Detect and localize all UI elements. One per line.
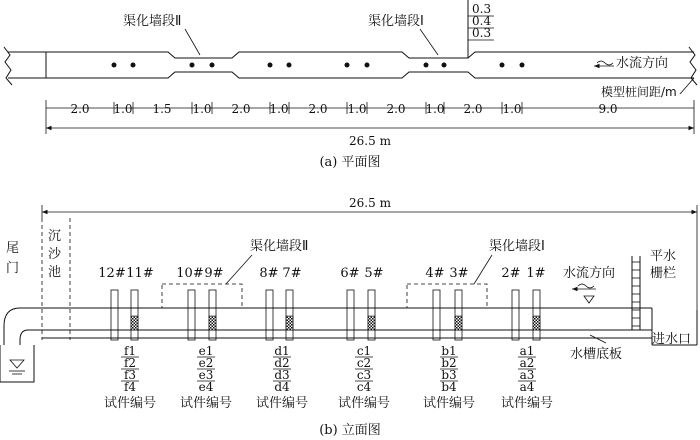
plan-spacing-value: 2.0 — [386, 102, 406, 116]
pile-12 — [111, 290, 118, 340]
specimen-id: b4 — [441, 380, 457, 394]
plan-spacing-value: 1.0 — [192, 102, 212, 116]
specimen-id: d2 — [274, 356, 290, 370]
inlet-label: 进水口 — [652, 332, 692, 347]
pile-2 — [512, 290, 519, 340]
plan-spacing-label: 模型桩间距/m — [601, 85, 677, 99]
plan-dim-ticks — [46, 100, 694, 134]
specimen-id: f2 — [123, 356, 137, 370]
specimen-id: e4 — [198, 380, 214, 394]
plan-pile-dots — [112, 63, 525, 68]
plan-spacing-value: 1.0 — [269, 102, 289, 116]
pile-number-label: 4# — [425, 266, 445, 281]
pile-number-label: 8# — [259, 266, 279, 281]
sand-basin-label-3: 池 — [48, 265, 62, 280]
pile-number-label: 9# — [204, 266, 224, 281]
pile-dot — [190, 63, 195, 68]
specimen-id: a2 — [519, 356, 535, 370]
segment-1-box — [407, 284, 487, 308]
elev-flow-label: 水流方向 — [563, 266, 616, 281]
plan-spacing-value: 1.0 — [502, 102, 522, 116]
pile-dot — [131, 63, 136, 68]
specimen-id: f1 — [123, 344, 137, 358]
specimen-group-e — [180, 344, 232, 411]
plan-flow-wave-icon — [597, 61, 613, 65]
specimen-id: c4 — [356, 380, 372, 394]
plan-spacing-value: 2.0 — [231, 102, 251, 116]
pile-number-label: 5# — [364, 266, 384, 281]
pile-3 — [455, 290, 462, 340]
outlet-pipe-inner — [20, 330, 42, 345]
tail-gate-label-1: 尾 — [6, 241, 20, 256]
pile-number-label: 1# — [526, 266, 546, 281]
specimen-label: 试件编号 — [500, 396, 554, 411]
elev-total-length: 26.5 m — [349, 196, 391, 210]
plan-segment-1-label: 渠化墙段Ⅰ — [368, 14, 424, 29]
specimen-id: d3 — [274, 368, 290, 382]
screen-label-1: 平水 — [650, 249, 677, 264]
stack-value-2: 0.4 — [472, 14, 492, 28]
sand-basin-label-1: 沉 — [48, 229, 62, 244]
pile-1 — [533, 290, 540, 340]
plan-spacing-leader — [680, 78, 694, 94]
specimen-label: 试件编号 — [255, 396, 309, 411]
pile-11 — [131, 290, 138, 340]
elev-segment-1-leader — [474, 255, 492, 284]
pile-dot — [365, 63, 370, 68]
plan-caption: (a) 平面图 — [319, 155, 381, 170]
plan-spacing-value: 1.0 — [347, 102, 367, 116]
specimen-id: f4 — [123, 380, 137, 394]
pile-5 — [368, 290, 375, 340]
pile-number-label: 11# — [126, 266, 154, 281]
bed-leader — [590, 335, 606, 343]
pile-dot — [500, 63, 505, 68]
specimen-id: b3 — [441, 368, 457, 382]
specimen-id: e3 — [198, 368, 214, 382]
specimen-label: 试件编号 — [422, 396, 476, 411]
plan-segment-1-leader — [420, 29, 438, 55]
bed-label: 水槽底板 — [570, 347, 623, 362]
flat-water-screen — [632, 256, 640, 330]
pile-number-label: 10# — [176, 266, 204, 281]
specimen-id: f3 — [123, 368, 137, 382]
elev-flow-wave-icon — [578, 284, 594, 288]
tail-tank — [0, 345, 34, 382]
specimen-id: c3 — [356, 368, 372, 382]
pile-number-label: 7# — [282, 266, 302, 281]
pile-8 — [266, 290, 273, 340]
specimen-id: b2 — [441, 356, 457, 370]
pile-dot — [268, 63, 273, 68]
stack-value-3: 0.3 — [472, 26, 492, 40]
specimen-label: 试件编号 — [337, 396, 391, 411]
plan-flow-label: 水流方向 — [616, 56, 669, 71]
specimen-group-f — [104, 344, 156, 411]
specimen-id: e2 — [198, 356, 214, 370]
plan-break-left — [4, 47, 12, 85]
specimen-group-b — [423, 344, 475, 411]
pile-4 — [433, 290, 440, 340]
plan-total-length: 26.5 m — [349, 134, 391, 148]
specimen-label: 试件编号 — [103, 396, 157, 411]
plan-segment-2-label: 渠化墙段Ⅱ — [123, 14, 182, 29]
pile-6 — [347, 290, 354, 340]
pile-dot — [442, 63, 447, 68]
plan-spacing-value: 2.0 — [308, 102, 328, 116]
segment-2-box — [162, 284, 242, 308]
plan-spacing-value: 1.0 — [113, 102, 133, 116]
pile-9 — [209, 290, 216, 340]
specimen-id: d4 — [274, 380, 290, 394]
pile-7 — [286, 290, 293, 340]
pile-number-label: 6# — [340, 266, 360, 281]
specimen-id: a3 — [519, 368, 535, 382]
pile-dot — [112, 63, 117, 68]
specimen-id: a1 — [519, 344, 535, 358]
piles — [111, 290, 540, 340]
pile-10 — [188, 290, 195, 340]
plan-spacing-value: 1.0 — [425, 102, 445, 116]
specimen-group-a — [501, 344, 553, 411]
tail-gate-label-2: 门 — [6, 261, 20, 276]
pile-dot — [520, 63, 525, 68]
elev-segment-2-label: 渠化墙段Ⅱ — [250, 239, 309, 254]
elev-water-level-icon — [584, 296, 594, 303]
elevation-view — [0, 196, 697, 438]
plan-segment-2-leader — [185, 29, 200, 55]
pile-number-label: 3# — [449, 266, 469, 281]
pile-number-label: 12# — [98, 266, 126, 281]
specimen-group-d — [256, 344, 308, 411]
specimen-group-c — [338, 344, 390, 411]
plan-spacing-value: 9.0 — [598, 102, 618, 116]
pile-number-label: 2# — [501, 266, 521, 281]
plan-spacing-value: 1.5 — [152, 102, 172, 116]
plan-bottom-wall — [8, 72, 694, 78]
plan-spacing-value: 2.0 — [463, 102, 483, 116]
pile-dot — [210, 63, 215, 68]
plan-spacing-value: 2.0 — [70, 102, 90, 116]
sand-basin-label-2: 沙 — [48, 247, 62, 262]
specimen-id: c1 — [356, 344, 372, 358]
specimen-id: c2 — [356, 356, 372, 370]
stack-value-1: 0.3 — [472, 2, 492, 16]
specimen-id: b1 — [441, 344, 457, 358]
elevation-caption: (b) 立面图 — [319, 423, 381, 438]
screen-label-2: 栅栏 — [650, 266, 677, 281]
plan-top-wall — [8, 52, 694, 58]
specimen-id: d1 — [274, 344, 290, 358]
pile-dot — [424, 63, 429, 68]
plan-view — [4, 0, 697, 170]
elev-segment-1-label: 渠化墙段Ⅰ — [489, 239, 545, 254]
specimen-id: e1 — [198, 344, 214, 358]
elev-segment-2-leader — [226, 255, 252, 284]
pile-dot — [345, 63, 350, 68]
tail-water-icon — [10, 360, 24, 368]
outlet-pipe-outer — [4, 308, 42, 345]
pile-dot — [287, 63, 292, 68]
specimen-label: 试件编号 — [179, 396, 233, 411]
specimen-id: a4 — [519, 380, 535, 394]
